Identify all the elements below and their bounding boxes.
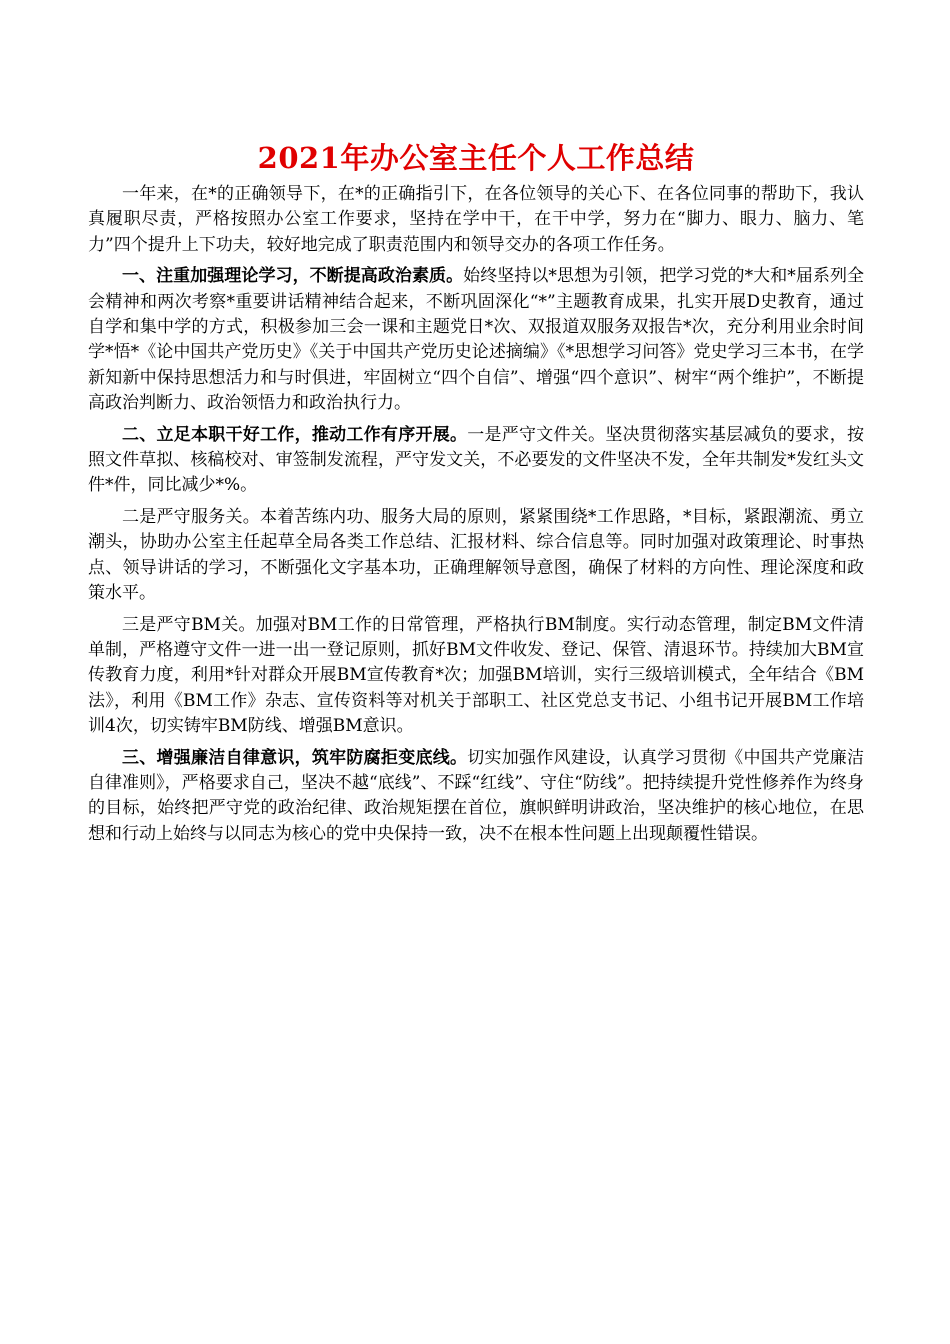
paragraph-text: 三是严守BM关。加强对BM工作的日常管理，严格执行BM制度。实行动态管理，制定BM文件清单制，严格遵守文件一进一出一登记原则，抓好BM文件收发、登记、保管、清退环节。持续加大BM宣传教育力度，利用*针对群众开展BM宣传教育*次；加强BM培训，实行三级培训模式，全年结合《BM法》，利用《BM工作》杂志、宣传资料等对机关于部职工、社区党总支书记、小组书记开展BM工作培训4次，切实铸牢BM防线、增强BM意识。 bbox=[88, 614, 865, 737]
paragraph-text: 二是严守服务关。本着苦练内功、服务大局的原则，紧紧围绕*工作思路，*目标，紧跟潮流、勇立潮头，协助办公室主任起草全局各类工作总结、汇报材料、综合信息等。同时加强对政策理论、时事热点、领导讲话的学习，不断强化文字基本功，正确理解领导意图，确保了材料的方向性、理论深度和政策水平。 bbox=[88, 506, 864, 604]
document-page bbox=[88, 138, 864, 853]
paragraph-text: 一年来，在*的正确领导下，在*的正确指引下，在各位领导的关心下、在各位同事的帮助下，我认真履职尽责，严格按照办公室工作要求，坚持在学中干，在干中学，努力在“脚力、眼力、脑力、笔力”四个提升上下功夫，较好地完成了职责范围内和领导交办的各项工作任务。 bbox=[88, 184, 864, 255]
paragraph-text: 切实加强作风建设，认真学习贯彻《中国共产党廉洁自律准则》，严格要求自己，坚决不越“底线”、不踩“红线”、守住“防线”。把持续提升党性修养作为终身的目标，始终把严守党的政治纪律、政治规矩摆在首位，旗帜鲜明讲政治，坚决维护的核心地位，在思想和行动上始终与以同志为核心的党中央保持一致，决不在根本性问题上出现颠覆性错误。 bbox=[88, 747, 865, 844]
paragraph-bm bbox=[88, 613, 864, 740]
paragraph-section-2 bbox=[88, 423, 864, 499]
paragraph-text: 一是严守文件关。坚决贯彻落实基层减负的要求，按照文件草拟、核稿校对、审签制发流程，严守发文关，不必要发的文件坚决不发，全年共制发*发红头文件*件，同比减少*%。 bbox=[88, 424, 865, 496]
section-heading: 三、增强廉洁自律意识，筑牢防腐拒变底线。 bbox=[122, 747, 468, 768]
paragraph-intro bbox=[88, 182, 864, 258]
section-heading: 二、立足本职干好工作，推动工作有序开展。 bbox=[122, 424, 468, 445]
paragraph-service bbox=[88, 505, 864, 607]
paragraph-text: 始终坚持以*思想为引领，把学习党的*大和*届系列全会精神和两次考察*重要讲话精神结合起来，不断巩固深化“*”主题教育成果，扎实开展D史教育，通过自学和集中学的方式，积极参加三会一课和主题党日*次、双报道双服务双报告*次，充分利用业余时间学*悟*《论中国共产党历史》《关于中国共产党历史论述摘编》《*思想学习问答》党史学习三本书，在学新知新中保持思想活力和与时俱进，牢固树立“四个自信”、增强“四个意识”、树牢“两个维护”，不断提高政治判断力、政治领悟力和政治执行力。 bbox=[88, 266, 865, 414]
document-title: 2021年办公室主任个人工作总结 bbox=[257, 141, 695, 175]
paragraph-section-3 bbox=[88, 746, 864, 848]
paragraph-section-1 bbox=[88, 264, 864, 416]
section-heading: 一、注重加强理论学习，不断提高政治素质。 bbox=[122, 266, 464, 287]
